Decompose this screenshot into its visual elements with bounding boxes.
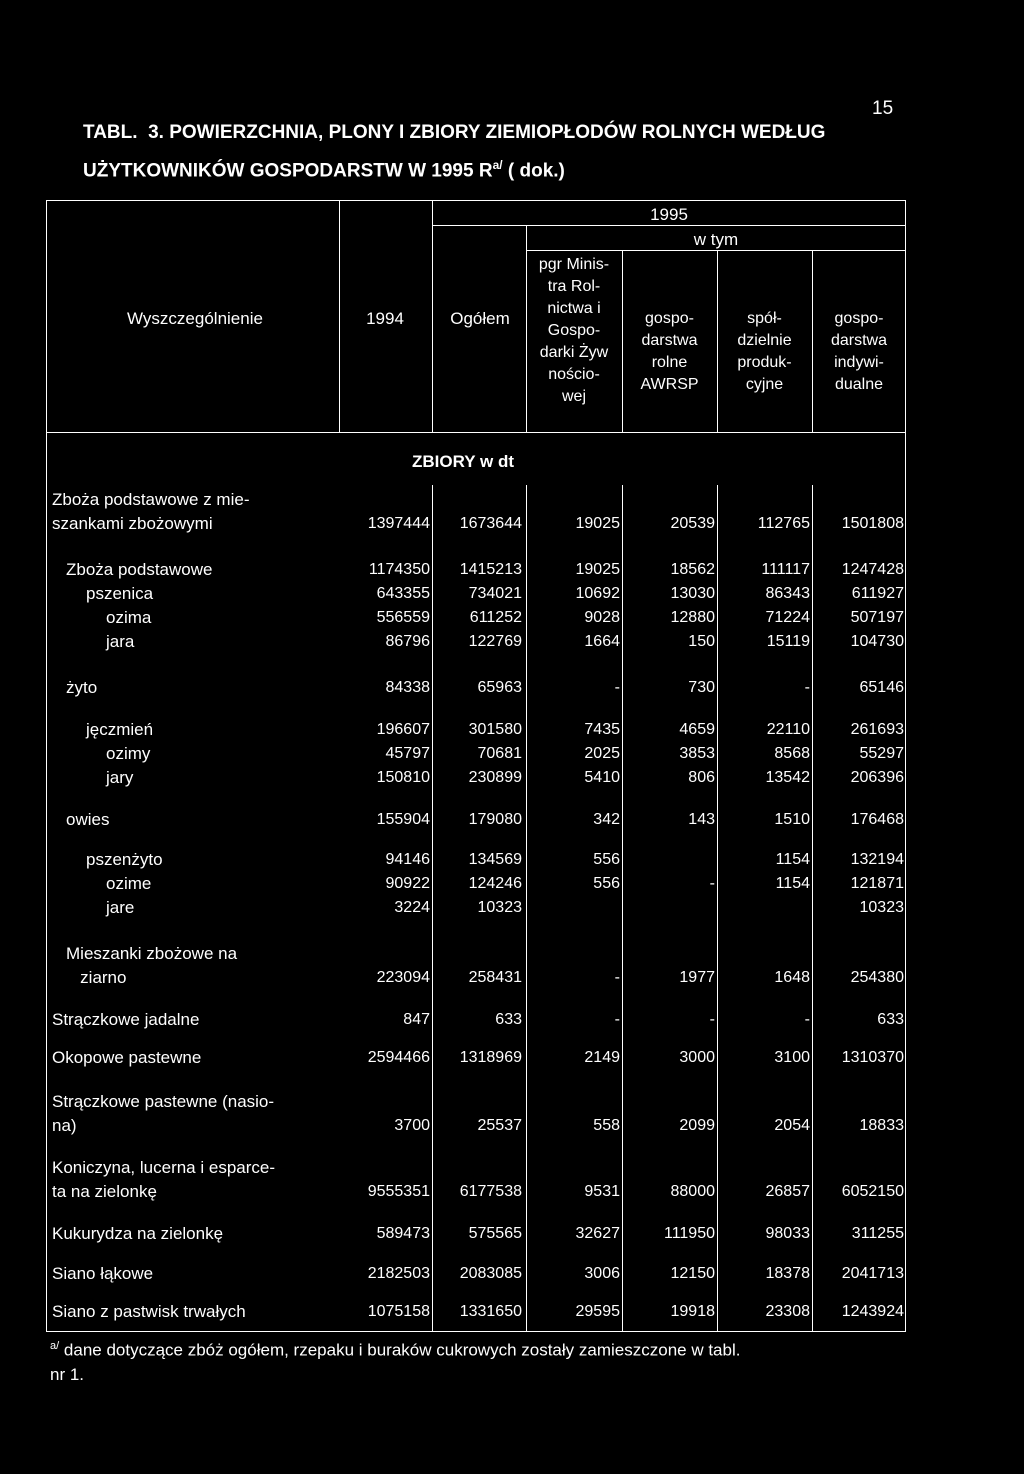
grid-line <box>526 485 527 1332</box>
table-cell: 55297 <box>859 745 904 762</box>
table-cell: 9028 <box>584 609 620 626</box>
table-cell: 2025 <box>584 745 620 762</box>
table-cell: 556 <box>593 875 620 892</box>
row-label: Mieszanki zbożowe na ziarno <box>66 944 238 987</box>
header-ogolem: Ogółem <box>450 309 510 328</box>
title-line-1: TABL. 3. POWIERZCHNIA, PLONY I ZBIORY ZIEMIOPŁODÓW ROLNYCH WEDŁUG <box>83 122 826 143</box>
grid-line <box>339 200 340 432</box>
row-label: jare <box>106 898 135 917</box>
table-cell: 94146 <box>385 851 430 868</box>
table-cell: 1331650 <box>459 1303 522 1320</box>
table-cell: 3100 <box>774 1049 810 1066</box>
table-cell: 18562 <box>670 561 715 578</box>
row-label: pszenica <box>86 584 154 603</box>
table-cell: 150 <box>688 633 715 650</box>
table-cell: 111950 <box>663 1225 715 1242</box>
footnote-marker: a/ <box>50 1340 60 1352</box>
row-label: Koniczyna, lucerna i esparce- ta na zielonkę <box>52 1158 276 1201</box>
table-cell: 155904 <box>376 811 430 828</box>
table-cell: - <box>709 1011 715 1028</box>
table-cell: 9531 <box>584 1183 620 1200</box>
table-cell: 730 <box>688 679 715 696</box>
header-awrsp: gospo- darstwa rolne AWRSP <box>640 310 699 393</box>
table-cell: 2041713 <box>841 1265 904 1282</box>
table-cell: 575565 <box>468 1225 522 1242</box>
table-cell: 311255 <box>851 1225 904 1242</box>
header-1994: 1994 <box>366 309 404 328</box>
table-cell: 1075158 <box>367 1303 430 1320</box>
row-label: Siano łąkowe <box>52 1264 154 1283</box>
table-cell: - <box>614 679 620 696</box>
table-cell: 132194 <box>850 851 904 868</box>
table-cell: 589473 <box>376 1225 430 1242</box>
table-cell: 223094 <box>376 969 430 986</box>
table-cell: 1318969 <box>459 1049 522 1066</box>
row-label: ozime <box>106 874 152 893</box>
table-cell: 179080 <box>468 811 522 828</box>
title-footnote-marker: a/ <box>492 158 503 172</box>
table-cell: 10323 <box>477 899 522 916</box>
table-cell: 3224 <box>394 899 430 916</box>
table-cell: 176468 <box>850 811 904 828</box>
table-cell: 150810 <box>376 769 430 786</box>
table-cell: 1510 <box>774 811 810 828</box>
table-cell: 633 <box>877 1011 904 1028</box>
table-cell: 29595 <box>575 1303 620 1320</box>
table-cell: 88000 <box>670 1183 715 1200</box>
table-cell: 2594466 <box>367 1049 430 1066</box>
table-cell: 261693 <box>850 721 904 738</box>
table-cell: - <box>709 875 715 892</box>
table-cell: 1501808 <box>841 515 904 532</box>
table-cell: 7435 <box>584 721 620 738</box>
table-cell: 1415213 <box>459 561 522 578</box>
table-cell: 1397444 <box>367 515 430 532</box>
table-cell: 1664 <box>584 633 620 650</box>
header-indywidualne: gospo- darstwa indywi- dualne <box>830 310 888 393</box>
table-cell: 90922 <box>385 875 430 892</box>
grid-line <box>812 485 813 1332</box>
table-cell: 12150 <box>670 1265 715 1282</box>
table-cell: 556 <box>593 851 620 868</box>
table-cell: 556559 <box>376 609 430 626</box>
row-label: jara <box>106 632 135 651</box>
table-cell: 122769 <box>468 633 522 650</box>
table-cell: 86343 <box>765 585 810 602</box>
table-title <box>83 117 825 187</box>
table-cell: 32627 <box>575 1225 620 1242</box>
section-title: ZBIORY w dt <box>412 452 514 471</box>
footnote <box>50 1334 900 1387</box>
row-label: jary <box>106 768 134 787</box>
row-label: ozima <box>106 608 152 627</box>
row-label: Zboża podstawowe z mie- szankami zbożowymi <box>52 490 250 533</box>
table-cell: 806 <box>688 769 715 786</box>
table-cell: 98033 <box>765 1225 810 1242</box>
header-pgr: pgr Minis- tra Rol- nictwa i Gospo- darki Żyw nościo- wej <box>538 256 610 405</box>
table-cell: 2083085 <box>459 1265 522 1282</box>
table-cell: 22110 <box>766 721 810 738</box>
table-cell: 6177538 <box>459 1183 522 1200</box>
table-cell: 2054 <box>774 1117 810 1134</box>
table-cell: 26857 <box>765 1183 810 1200</box>
table-cell: 2149 <box>584 1049 620 1066</box>
table-cell: 643355 <box>376 585 430 602</box>
table-cell: 13030 <box>670 585 715 602</box>
table-cell: 230899 <box>468 769 522 786</box>
table-cell: - <box>804 679 810 696</box>
table-cell: 206396 <box>850 769 904 786</box>
table-cell: 5410 <box>584 769 620 786</box>
table-cell: 65146 <box>859 679 904 696</box>
row-label: żyto <box>66 678 98 697</box>
table-cell: 507197 <box>850 609 904 626</box>
title-line-2-tail: ( dok.) <box>502 160 565 182</box>
table-cell: 45797 <box>385 745 430 762</box>
row-label: pszenżyto <box>86 850 163 869</box>
table-cell: 111117 <box>761 561 810 578</box>
header-spoldzielnie: spół- dzielnie produk- cyjne <box>737 310 792 393</box>
title-line-2: UŻYTKOWNIKÓW GOSPODARSTW W 1995 R <box>83 160 493 182</box>
table-cell: - <box>614 969 620 986</box>
table-cell: 15119 <box>766 633 810 650</box>
table-cell: 1977 <box>679 969 715 986</box>
table-cell: 19025 <box>575 515 620 532</box>
table-cell: 124246 <box>468 875 522 892</box>
table-cell: 84338 <box>385 679 430 696</box>
row-label: jęczmień <box>86 720 154 739</box>
row-label: Strączkowe jadalne <box>52 1010 200 1029</box>
table-cell: 1154 <box>775 875 810 892</box>
table-cell: 1648 <box>774 969 810 986</box>
table-cell: 847 <box>403 1011 430 1028</box>
table-cell: 65963 <box>477 679 522 696</box>
table-cell: - <box>804 1011 810 1028</box>
header-row-label: Wyszczególnienie <box>127 309 263 328</box>
table-cell: 112765 <box>757 515 810 532</box>
row-label: Kukurydza na zielonkę <box>52 1224 224 1243</box>
table-cell: 301580 <box>468 721 522 738</box>
table-cell: 611927 <box>851 585 904 602</box>
table-cell: 558 <box>593 1117 620 1134</box>
table-cell: 104730 <box>850 633 904 650</box>
table-cell: 20539 <box>670 515 715 532</box>
table-cell: 13542 <box>765 769 810 786</box>
footnote-text: dane dotyczące zbóż ogółem, rzepaku i buraków cukrowych zostały zamieszczone w tabl. nr 1. <box>50 1340 741 1384</box>
header-separator <box>46 432 906 433</box>
table-cell: 1243924 <box>841 1303 904 1320</box>
table-cell: 2182503 <box>367 1265 430 1282</box>
table-cell: 196607 <box>376 721 430 738</box>
table-cell: 1310370 <box>841 1049 904 1066</box>
grid-line <box>432 200 433 432</box>
table-cell: 1174350 <box>368 561 430 578</box>
row-label: Siano z pastwisk trwałych <box>52 1302 246 1321</box>
table-cell: 2099 <box>679 1117 715 1134</box>
grid-line <box>717 485 718 1332</box>
page-number: 15 <box>872 98 894 119</box>
table-cell: 121871 <box>850 875 904 892</box>
table-cell: 258431 <box>468 969 522 986</box>
table-cell: 254380 <box>850 969 904 986</box>
table-cell: 3000 <box>679 1049 715 1066</box>
row-label: owies <box>66 810 110 829</box>
header-1995: 1995 <box>650 205 688 224</box>
table-cell: 10323 <box>859 899 904 916</box>
table-cell: 3006 <box>584 1265 620 1282</box>
table-cell: 3853 <box>679 745 715 762</box>
table-cell: 143 <box>688 811 715 828</box>
grid-line <box>622 485 623 1332</box>
table-cell: 19918 <box>670 1303 715 1320</box>
table-cell: 70681 <box>477 745 522 762</box>
table-cell: 134569 <box>468 851 522 868</box>
table-cell: 1247428 <box>841 561 904 578</box>
row-label: ozimy <box>106 744 151 763</box>
table-cell: 9555351 <box>367 1183 430 1200</box>
row-label: Zboża podstawowe <box>66 560 213 579</box>
table-cell: 18378 <box>765 1265 810 1282</box>
table-cell: 71224 <box>765 609 810 626</box>
header-w-tym: w tym <box>693 230 739 249</box>
table-cell: 4659 <box>679 721 715 738</box>
table-cell: 611252 <box>469 609 522 626</box>
table-cell: 1154 <box>775 851 810 868</box>
table-cell: 19025 <box>575 561 620 578</box>
table-cell: 633 <box>495 1011 522 1028</box>
table-cell: 734021 <box>468 585 522 602</box>
table-cell: - <box>614 1011 620 1028</box>
table-cell: 1673644 <box>459 515 522 532</box>
row-label: Strączkowe pastewne (nasio- na) <box>52 1092 275 1135</box>
table-cell: 12880 <box>670 609 715 626</box>
row-label: Okopowe pastewne <box>52 1048 202 1067</box>
table-cell: 25537 <box>477 1117 522 1134</box>
table-cell: 342 <box>593 811 620 828</box>
table-cell: 6052150 <box>841 1183 904 1200</box>
table-cell: 10692 <box>575 585 620 602</box>
table-cell: 3700 <box>394 1117 430 1134</box>
table-cell: 23308 <box>765 1303 810 1320</box>
table-cell: 86796 <box>385 633 430 650</box>
table-cell: 18833 <box>859 1117 904 1134</box>
table-cell: 8568 <box>774 745 810 762</box>
